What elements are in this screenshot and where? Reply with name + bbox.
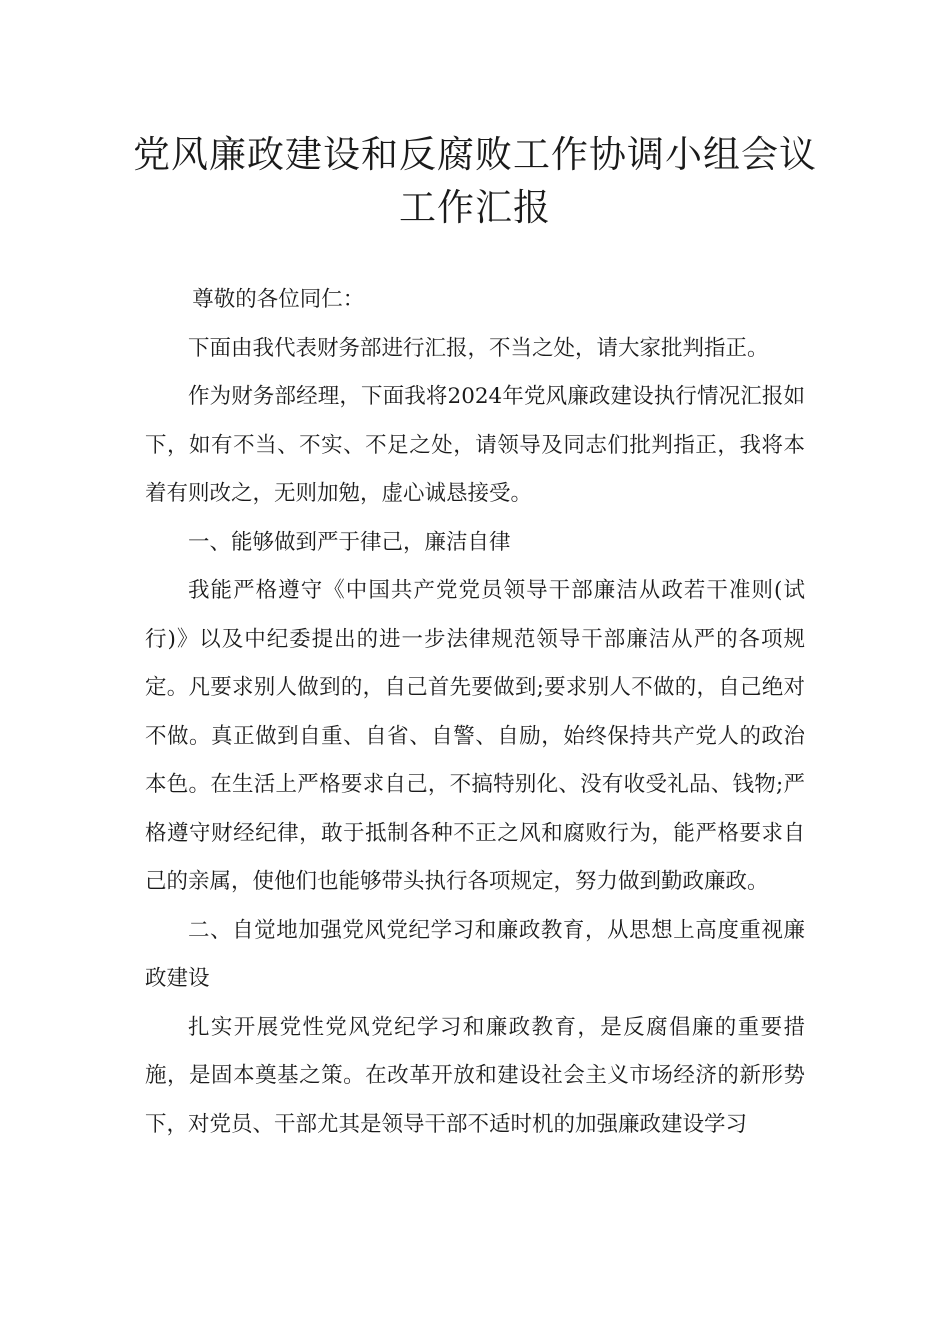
salutation: 尊敬的各位同仁：: [192, 287, 365, 312]
document-body: [145, 276, 805, 1149]
document-title: 党风廉政建设和反腐败工作协调小组会议工作汇报: [133, 133, 817, 229]
paragraph-intro: 下面由我代表财务部进行汇报，不当之处，请大家批判指正。: [188, 335, 769, 361]
paragraph-overview: 作为财务部经理，下面我将2024年党风廉政建设执行情况汇报如下，如有不当、不实、不足之处，请领导及同志们批判指正，我将本着有则改之，无则加勉，虚心诚恳接受。: [145, 384, 805, 506]
section-heading-1: 一、能够做到严于律己，廉洁自律: [188, 529, 511, 555]
paragraph-section-2: 扎实开展党性党风党纪学习和廉政教育，是反腐倡廉的重要措施，是固本奠基之策。在改革开放和建设社会主义市场经济的新形势下，对党员、干部尤其是领导干部不适时机的加强廉政建设学习: [145, 1014, 805, 1137]
section-heading-2: 二、自觉地加强党风党纪学习和廉政教育，从思想上高度重视廉政建设: [145, 917, 805, 991]
paragraph-section-1: 我能严格遵守《中国共产党党员领导干部廉洁从政若干准则(试行)》以及中纪委提出的进一步法律规范领导干部廉洁从严的各项规定。凡要求别人做到的，自己首先要做到;要求别人不做的，自己绝对不做。真正做到自重、自省、自警、自励，始终保持共产党人的政治本色。在生活上严格要求自己，不搞特别化、没有收受礼品、钱物;严格遵守财经纪律，敢于抵制各种不正之风和腐败行为，能严格要求自己的亲属，使他们也能够带头执行各项规定，努力做到勤政廉政。: [145, 578, 805, 894]
